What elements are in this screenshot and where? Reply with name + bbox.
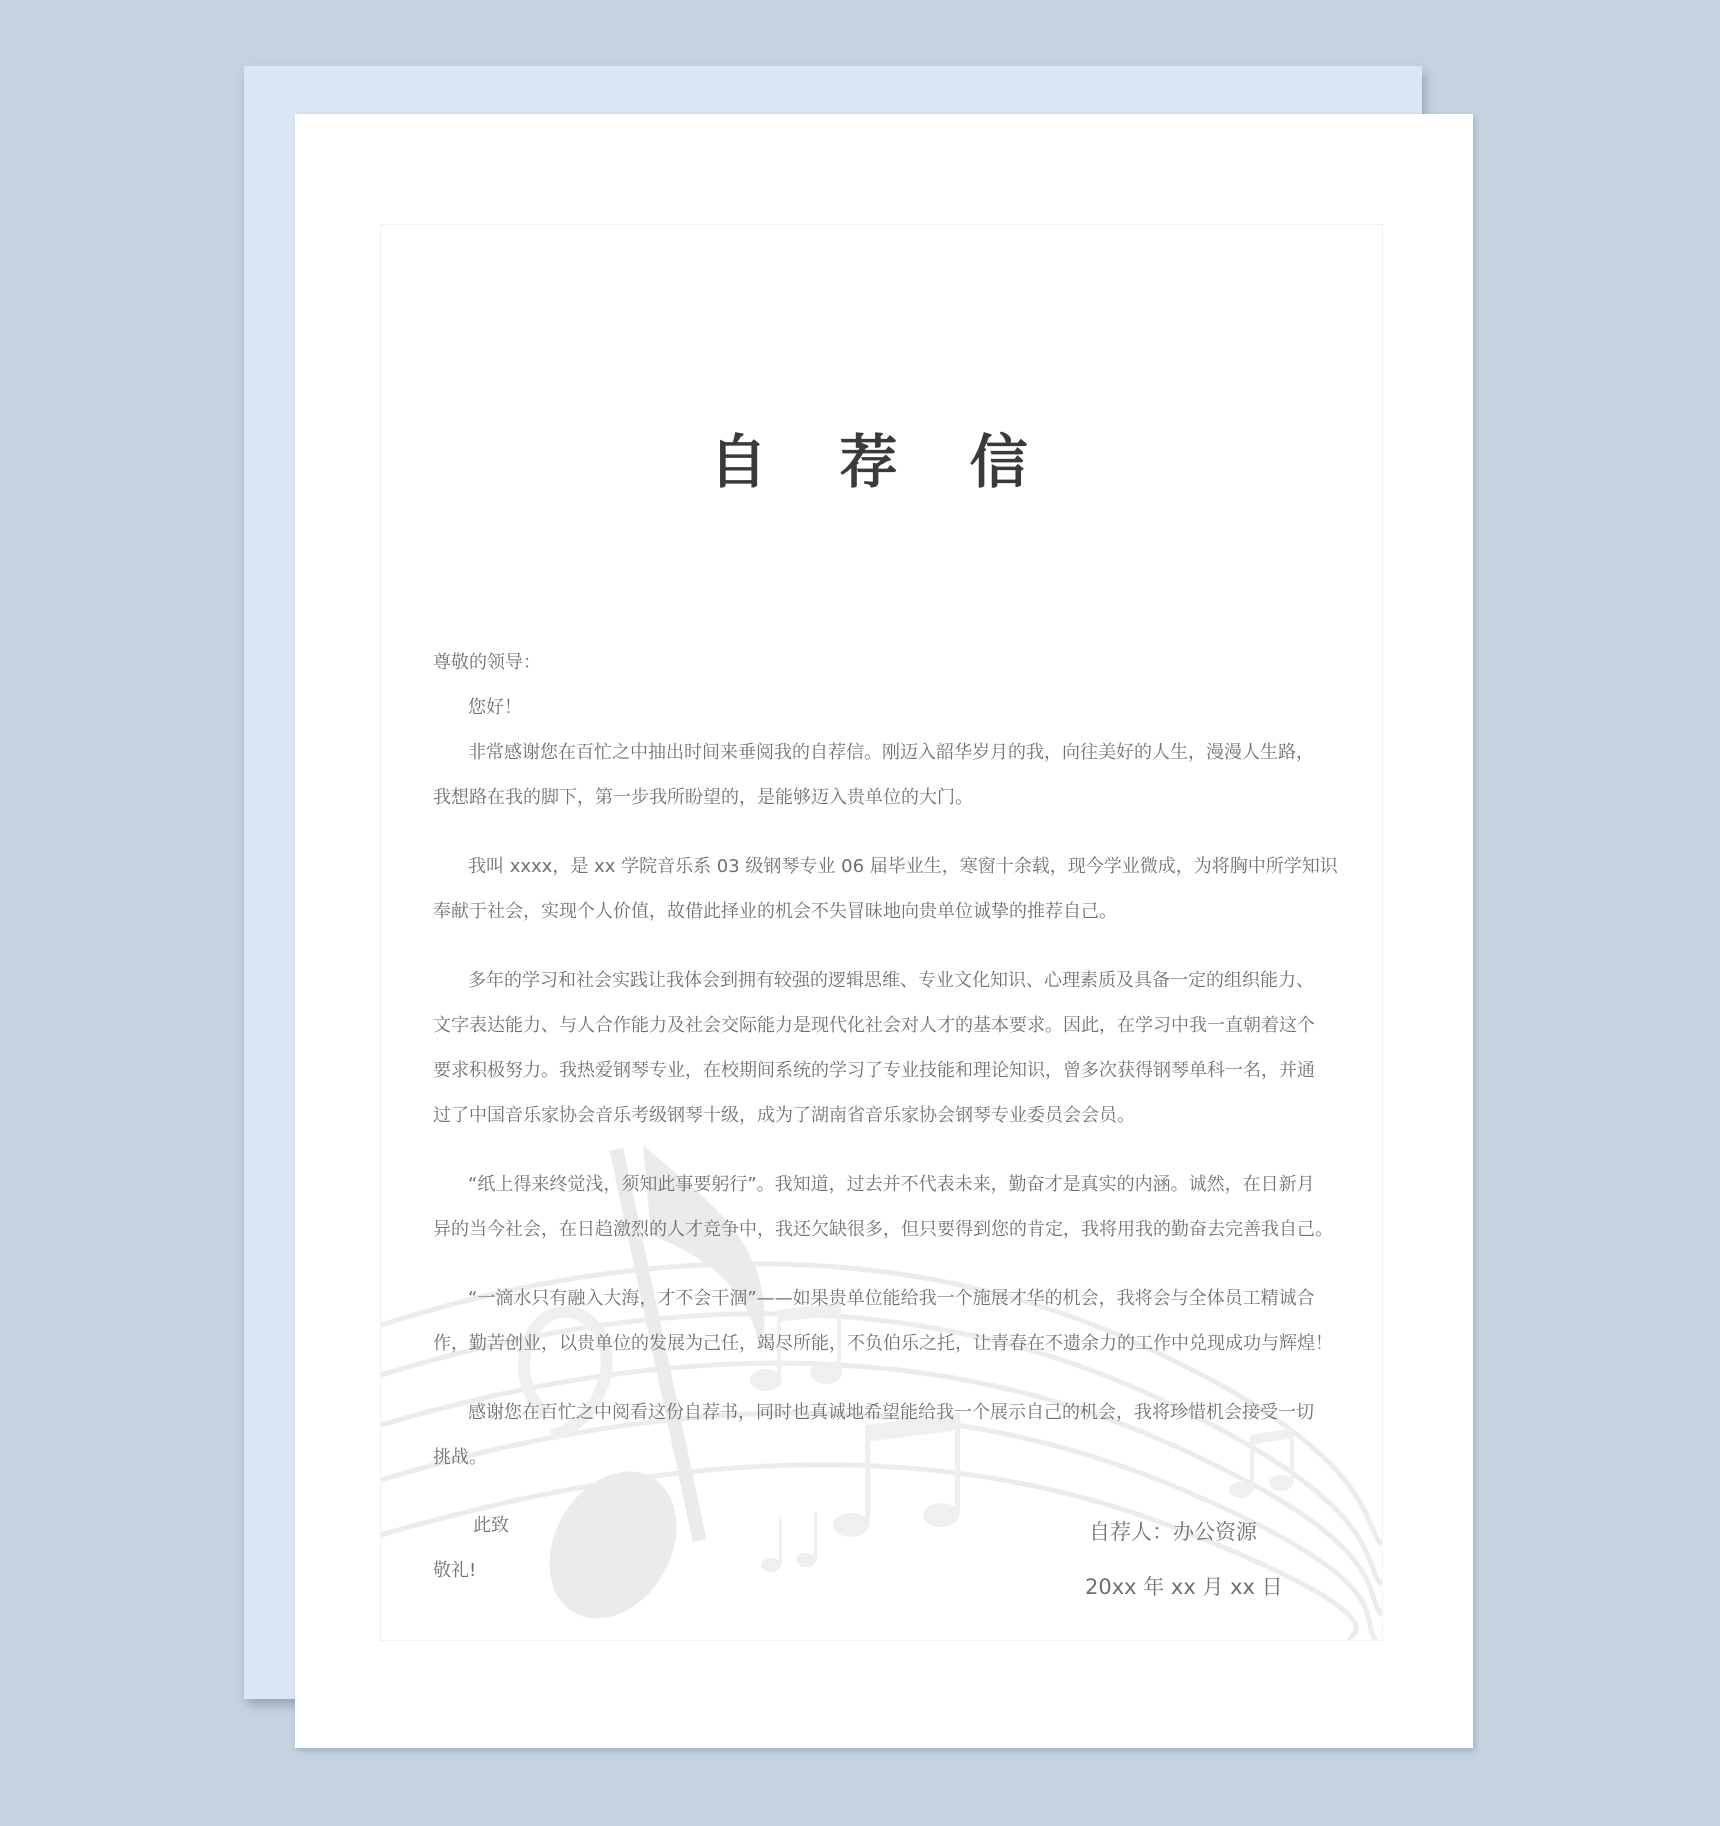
paragraph-2-line-1: 我叫 xxxx，是 xx 学院音乐系 03 级钢琴专业 06 届毕业生，寒窗十余载，现今学业微成，为将胸中所学知识 [468,856,1338,877]
paragraph-6-line-2: 挑战。 [433,1447,487,1468]
paragraph-4-line-1: “纸上得来终觉浅，须知此事要躬行”。我知道，过去并不代表未来，勤奋才是真实的内涵。诚然，在日新月 [468,1174,1315,1195]
paragraph-3-line-2: 文字表达能力、与人合作能力及社会交际能力是现代化社会对人才的基本要求。因此，在学习中我一直朝着这个 [433,1015,1315,1036]
paragraph-1-line-2: 我想路在我的脚下，第一步我所盼望的，是能够迈入贵单位的大门。 [433,787,973,808]
paragraph-3-line-1: 多年的学习和社会实践让我体会到拥有较强的逻辑思维、专业文化知识、心理素质及具备一定的组织能力、 [468,970,1314,991]
paragraph-6-line-1: 感谢您在百忙之中阅看这份自荐书，同时也真诚地希望能给我一个展示自己的机会，我将珍惜机会接受一切 [468,1402,1314,1423]
letter-title: 自 荐 信 [709,428,1054,496]
closing-respectfully: 此致 [473,1515,509,1536]
letter-date: 20xx 年 xx 月 xx 日 [1085,1575,1283,1599]
letter-content-area [380,224,1383,1641]
paragraph-2-line-2: 奉献于社会，实现个人价值，故借此择业的机会不失冒昧地向贵单位诚挚的推荐自己。 [433,901,1117,922]
paragraph-5-line-2: 作，勤苦创业，以贵单位的发展为己任，竭尽所能，不负伯乐之托，让青春在不遗余力的工作中兑现成功与辉煌！ [433,1333,1333,1354]
greeting: 您好！ [468,697,522,718]
signature: 自荐人：办公资源 [1089,1520,1257,1544]
letter-body [381,225,1382,1640]
front-paper-sheet [295,114,1473,1748]
closing-salute: 敬礼! [433,1560,477,1581]
paragraph-1-line-1: 非常感谢您在百忙之中抽出时间来垂阅我的自荐信。刚迈入韶华岁月的我，向往美好的人生，漫漫人生路， [468,742,1314,763]
paragraph-3-line-3: 要求积极努力。我热爱钢琴专业，在校期间系统的学习了专业技能和理论知识，曾多次获得钢琴单科一名，并通 [433,1060,1315,1081]
salutation: 尊敬的领导： [433,652,541,673]
paragraph-4-line-2: 异的当今社会，在日趋激烈的人才竞争中，我还欠缺很多，但只要得到您的肯定，我将用我的勤奋去完善我自己。 [433,1219,1333,1240]
paragraph-5-line-1: “一滴水只有融入大海，才不会干涸”——如果贵单位能给我一个施展才华的机会，我将会与全体员工精诚合 [468,1288,1315,1309]
paragraph-3-line-4: 过了中国音乐家协会音乐考级钢琴十级，成为了湖南省音乐家协会钢琴专业委员会会员。 [433,1105,1135,1126]
